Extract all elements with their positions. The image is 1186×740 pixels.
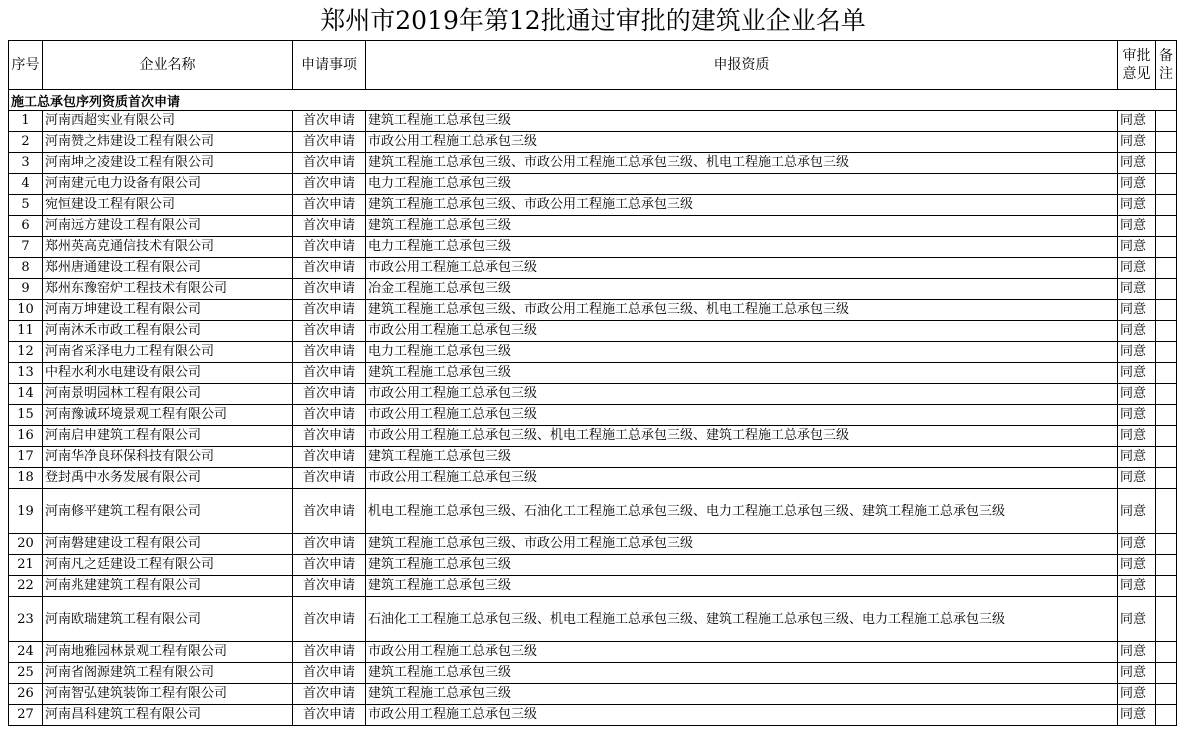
remark	[1156, 489, 1177, 534]
row-index: 25	[9, 663, 43, 684]
header-opinion: 审批意见	[1118, 41, 1156, 90]
qualification: 建筑工程施工总承包三级	[366, 576, 1118, 597]
apply-type: 首次申请	[293, 342, 366, 363]
row-index: 7	[9, 237, 43, 258]
approval-opinion: 同意	[1118, 153, 1156, 174]
approval-opinion: 同意	[1118, 216, 1156, 237]
approval-opinion: 同意	[1118, 174, 1156, 195]
company-name: 郑州唐通建设工程有限公司	[43, 258, 293, 279]
qualification: 市政公用工程施工总承包三级	[366, 321, 1118, 342]
remark	[1156, 237, 1177, 258]
table-row	[9, 174, 1177, 195]
table-row	[9, 447, 1177, 468]
table-row	[9, 468, 1177, 489]
row-index: 20	[9, 534, 43, 555]
approval-opinion: 同意	[1118, 576, 1156, 597]
row-index: 11	[9, 321, 43, 342]
company-name: 河南西超实业有限公司	[43, 111, 293, 132]
qualification: 冶金工程施工总承包三级	[366, 279, 1118, 300]
table-row	[9, 534, 1177, 555]
table-row	[9, 153, 1177, 174]
company-name: 河南远方建设工程有限公司	[43, 216, 293, 237]
qualification: 建筑工程施工总承包三级、市政公用工程施工总承包三级、机电工程施工总承包三级	[366, 300, 1118, 321]
approval-opinion: 同意	[1118, 342, 1156, 363]
qualification: 机电工程施工总承包三级、石油化工工程施工总承包三级、电力工程施工总承包三级、建筑工程施工总承包三级	[366, 489, 1118, 534]
approval-opinion: 同意	[1118, 363, 1156, 384]
qualification: 市政公用工程施工总承包三级	[366, 384, 1118, 405]
apply-type: 首次申请	[293, 597, 366, 642]
company-name: 河南赞之炜建设工程有限公司	[43, 132, 293, 153]
qualification: 建筑工程施工总承包三级、市政公用工程施工总承包三级、机电工程施工总承包三级	[366, 153, 1118, 174]
table-row	[9, 576, 1177, 597]
qualification: 建筑工程施工总承包三级	[366, 684, 1118, 705]
remark	[1156, 363, 1177, 384]
remark	[1156, 468, 1177, 489]
company-name: 河南兆建建筑工程有限公司	[43, 576, 293, 597]
company-name: 河南凡之廷建设工程有限公司	[43, 555, 293, 576]
apply-type: 首次申请	[293, 363, 366, 384]
company-name: 河南万坤建设工程有限公司	[43, 300, 293, 321]
qualification: 电力工程施工总承包三级	[366, 237, 1118, 258]
row-index: 10	[9, 300, 43, 321]
apply-type: 首次申请	[293, 426, 366, 447]
table-row	[9, 321, 1177, 342]
row-index: 26	[9, 684, 43, 705]
row-index: 1	[9, 111, 43, 132]
apply-type: 首次申请	[293, 153, 366, 174]
row-index: 23	[9, 597, 43, 642]
table-row	[9, 237, 1177, 258]
page-title: 郑州市2019年第12批通过审批的建筑业企业名单	[320, 6, 866, 35]
remark	[1156, 153, 1177, 174]
remark	[1156, 384, 1177, 405]
apply-type: 首次申请	[293, 705, 366, 726]
qualification: 市政公用工程施工总承包三级	[366, 468, 1118, 489]
qualification: 建筑工程施工总承包三级	[366, 363, 1118, 384]
remark	[1156, 555, 1177, 576]
approval-opinion: 同意	[1118, 132, 1156, 153]
approval-table	[8, 40, 1177, 726]
apply-type: 首次申请	[293, 555, 366, 576]
company-name: 河南地雅园林景观工程有限公司	[43, 642, 293, 663]
row-index: 3	[9, 153, 43, 174]
header-remark: 备注	[1156, 41, 1177, 90]
table-row	[9, 111, 1177, 132]
remark	[1156, 342, 1177, 363]
apply-type: 首次申请	[293, 576, 366, 597]
company-name: 郑州东豫窑炉工程技术有限公司	[43, 279, 293, 300]
row-index: 27	[9, 705, 43, 726]
section-title: 施工总承包序列资质首次申请	[9, 90, 1177, 111]
remark	[1156, 216, 1177, 237]
table-row	[9, 684, 1177, 705]
qualification: 建筑工程施工总承包三级	[366, 555, 1118, 576]
remark	[1156, 195, 1177, 216]
table-row	[9, 642, 1177, 663]
table-row	[9, 597, 1177, 642]
qualification: 建筑工程施工总承包三级、市政公用工程施工总承包三级	[366, 534, 1118, 555]
remark	[1156, 684, 1177, 705]
remark	[1156, 447, 1177, 468]
remark	[1156, 279, 1177, 300]
approval-opinion: 同意	[1118, 111, 1156, 132]
remark	[1156, 534, 1177, 555]
qualification: 市政公用工程施工总承包三级	[366, 642, 1118, 663]
apply-type: 首次申请	[293, 663, 366, 684]
apply-type: 首次申请	[293, 174, 366, 195]
qualification: 电力工程施工总承包三级	[366, 174, 1118, 195]
approval-opinion: 同意	[1118, 489, 1156, 534]
approval-opinion: 同意	[1118, 468, 1156, 489]
table-row	[9, 279, 1177, 300]
company-name: 郑州英高克通信技术有限公司	[43, 237, 293, 258]
header-index: 序号	[9, 41, 43, 90]
table-row	[9, 705, 1177, 726]
row-index: 12	[9, 342, 43, 363]
remark	[1156, 132, 1177, 153]
row-index: 18	[9, 468, 43, 489]
remark	[1156, 705, 1177, 726]
apply-type: 首次申请	[293, 258, 366, 279]
company-name: 河南启申建筑工程有限公司	[43, 426, 293, 447]
table-row	[9, 363, 1177, 384]
apply-type: 首次申请	[293, 534, 366, 555]
approval-opinion: 同意	[1118, 195, 1156, 216]
approval-opinion: 同意	[1118, 555, 1156, 576]
company-name: 河南智弘建筑装饰工程有限公司	[43, 684, 293, 705]
section-row	[9, 90, 1177, 111]
row-index: 6	[9, 216, 43, 237]
approval-opinion: 同意	[1118, 597, 1156, 642]
approval-opinion: 同意	[1118, 663, 1156, 684]
table-row	[9, 258, 1177, 279]
apply-type: 首次申请	[293, 237, 366, 258]
remark	[1156, 663, 1177, 684]
table-row	[9, 555, 1177, 576]
qualification: 建筑工程施工总承包三级	[366, 447, 1118, 468]
table-row	[9, 384, 1177, 405]
company-name: 中程水利水电建设有限公司	[43, 363, 293, 384]
row-index: 16	[9, 426, 43, 447]
row-index: 15	[9, 405, 43, 426]
table-row	[9, 342, 1177, 363]
apply-type: 首次申请	[293, 195, 366, 216]
table-body	[9, 90, 1177, 726]
remark	[1156, 111, 1177, 132]
approval-opinion: 同意	[1118, 279, 1156, 300]
qualification: 电力工程施工总承包三级	[366, 342, 1118, 363]
company-name: 河南省阁源建筑工程有限公司	[43, 663, 293, 684]
approval-opinion: 同意	[1118, 684, 1156, 705]
table-row	[9, 426, 1177, 447]
row-index: 9	[9, 279, 43, 300]
qualification: 市政公用工程施工总承包三级	[366, 258, 1118, 279]
company-name: 河南沐禾市政工程有限公司	[43, 321, 293, 342]
qualification: 市政公用工程施工总承包三级	[366, 705, 1118, 726]
approval-opinion: 同意	[1118, 405, 1156, 426]
approval-opinion: 同意	[1118, 642, 1156, 663]
company-name: 河南修平建筑工程有限公司	[43, 489, 293, 534]
apply-type: 首次申请	[293, 384, 366, 405]
remark	[1156, 321, 1177, 342]
apply-type: 首次申请	[293, 468, 366, 489]
company-name: 河南景明园林工程有限公司	[43, 384, 293, 405]
header-apply-type: 申请事项	[293, 41, 366, 90]
row-index: 19	[9, 489, 43, 534]
remark	[1156, 405, 1177, 426]
remark	[1156, 300, 1177, 321]
row-index: 24	[9, 642, 43, 663]
approval-opinion: 同意	[1118, 384, 1156, 405]
qualification: 市政公用工程施工总承包三级	[366, 405, 1118, 426]
approval-opinion: 同意	[1118, 426, 1156, 447]
qualification: 市政公用工程施工总承包三级、机电工程施工总承包三级、建筑工程施工总承包三级	[366, 426, 1118, 447]
approval-opinion: 同意	[1118, 258, 1156, 279]
remark	[1156, 258, 1177, 279]
apply-type: 首次申请	[293, 111, 366, 132]
apply-type: 首次申请	[293, 300, 366, 321]
qualification: 建筑工程施工总承包三级	[366, 663, 1118, 684]
table-row	[9, 216, 1177, 237]
company-name: 河南建元电力设备有限公司	[43, 174, 293, 195]
apply-type: 首次申请	[293, 642, 366, 663]
company-name: 河南省采泽电力工程有限公司	[43, 342, 293, 363]
row-index: 21	[9, 555, 43, 576]
row-index: 13	[9, 363, 43, 384]
qualification: 石油化工工程施工总承包三级、机电工程施工总承包三级、建筑工程施工总承包三级、电力工程施工总承包三级	[366, 597, 1118, 642]
apply-type: 首次申请	[293, 216, 366, 237]
table-row	[9, 663, 1177, 684]
approval-opinion: 同意	[1118, 705, 1156, 726]
apply-type: 首次申请	[293, 447, 366, 468]
remark	[1156, 597, 1177, 642]
row-index: 4	[9, 174, 43, 195]
header-qualification: 申报资质	[366, 41, 1118, 90]
qualification: 市政公用工程施工总承包三级	[366, 132, 1118, 153]
company-name: 河南欧瑞建筑工程有限公司	[43, 597, 293, 642]
approval-opinion: 同意	[1118, 534, 1156, 555]
apply-type: 首次申请	[293, 684, 366, 705]
table-row	[9, 300, 1177, 321]
qualification: 建筑工程施工总承包三级、市政公用工程施工总承包三级	[366, 195, 1118, 216]
approval-opinion: 同意	[1118, 321, 1156, 342]
apply-type: 首次申请	[293, 321, 366, 342]
qualification: 建筑工程施工总承包三级	[366, 216, 1118, 237]
row-index: 17	[9, 447, 43, 468]
apply-type: 首次申请	[293, 132, 366, 153]
approval-opinion: 同意	[1118, 447, 1156, 468]
company-name: 宛恒建设工程有限公司	[43, 195, 293, 216]
company-name: 河南豫诚环境景观工程有限公司	[43, 405, 293, 426]
approval-opinion: 同意	[1118, 300, 1156, 321]
row-index: 8	[9, 258, 43, 279]
approval-opinion: 同意	[1118, 237, 1156, 258]
company-name: 河南磐建建设工程有限公司	[43, 534, 293, 555]
row-index: 5	[9, 195, 43, 216]
apply-type: 首次申请	[293, 279, 366, 300]
apply-type: 首次申请	[293, 405, 366, 426]
company-name: 河南坤之凌建设工程有限公司	[43, 153, 293, 174]
row-index: 14	[9, 384, 43, 405]
company-name: 登封禹中水务发展有限公司	[43, 468, 293, 489]
row-index: 2	[9, 132, 43, 153]
remark	[1156, 576, 1177, 597]
company-name: 河南昌科建筑工程有限公司	[43, 705, 293, 726]
table-row	[9, 405, 1177, 426]
header-company: 企业名称	[43, 41, 293, 90]
table-row	[9, 132, 1177, 153]
qualification: 建筑工程施工总承包三级	[366, 111, 1118, 132]
remark	[1156, 642, 1177, 663]
company-name: 河南华净良环保科技有限公司	[43, 447, 293, 468]
table-row	[9, 489, 1177, 534]
table-row	[9, 195, 1177, 216]
table-header-row	[9, 41, 1177, 90]
remark	[1156, 426, 1177, 447]
remark	[1156, 174, 1177, 195]
apply-type: 首次申请	[293, 489, 366, 534]
row-index: 22	[9, 576, 43, 597]
